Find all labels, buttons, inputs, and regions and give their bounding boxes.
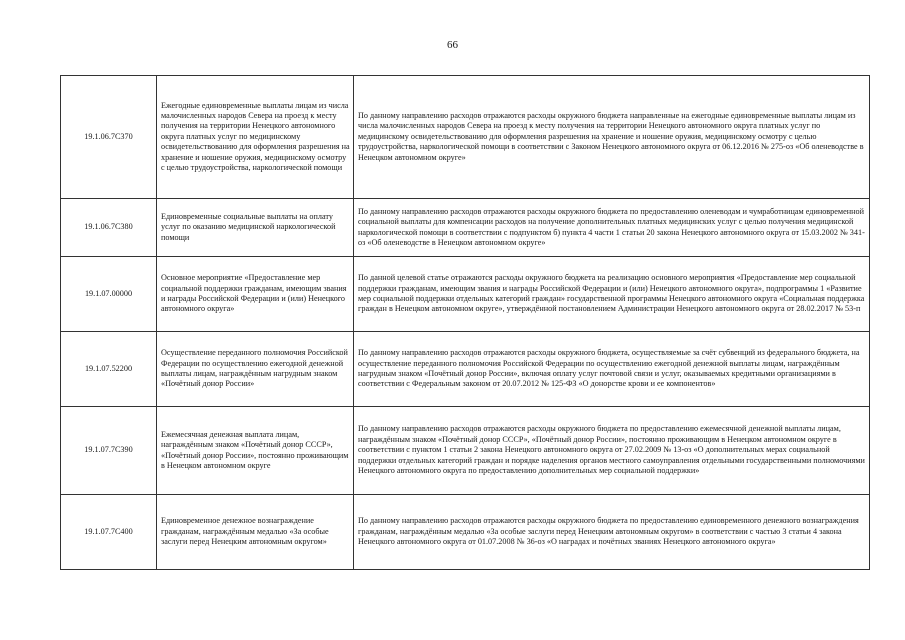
table-row [61, 495, 870, 570]
table-row [61, 76, 870, 199]
row-description: Ежегодные единовременные выплаты лицам из числа малочисленных народов Севера на проезд к месту получения на территории Ненецкого автономного округа платных услуг по медицинскому освидетельствованию для оформления разрешения на хранение и ношение оружия, медицинскому осмотру с целью трудоустройства, наркологической помощи [157, 76, 354, 199]
row-description: Единовременные социальные выплаты на оплату услуг по оказанию медицинской наркологической помощи [157, 199, 354, 257]
row-code: 19.1.07.00000 [61, 257, 157, 332]
table-row [61, 332, 870, 407]
row-code: 19.1.07.7С390 [61, 407, 157, 495]
table-row [61, 199, 870, 257]
row-explanation: По данной целевой статье отражаются расходы окружного бюджета на реализацию основного мероприятия «Предоставление мер социальной поддержки гражданам, имеющим звания и награды Российской Федерации и (или) Ненецкого автономного округа», подпрограммы 1 «Развитие мер социальной поддержки отдельных категорий граждан» государственной программы Ненецкого автономного округа «Социальная поддержка граждан в Ненецком автономном округе», утверждённой постановлением Администрации Ненецкого автономного округа от 28.02.2017 № 53-п [354, 257, 870, 332]
row-code: 19.1.07.52200 [61, 332, 157, 407]
row-explanation: По данному направлению расходов отражаются расходы окружного бюджета по предоставлению оленеводам и чумработницам единовременной социальной выплаты для компенсации расходов на получение дополнительных платных медицинских услуг с целью получения медицинской наркологической помощи в соответствии с подпунктом б) пункта 4 части 1 статьи 20 закона Ненецкого автономного округа от 15.03.2002 № 341-оз «Об оленеводстве в Ненецком автономном округе» [354, 199, 870, 257]
budget-classification-table [60, 75, 870, 570]
row-explanation: По данному направлению расходов отражаются расходы окружного бюджета направленные на ежегодные единовременные выплаты лицам из числа малочисленных народов Севера на проезд к месту получения на территории Ненецкого автономного округа платных услуг по медицинскому освидетельствованию для оформления разрешения на хранение и ношение оружия, медицинскому осмотру с целью трудоустройства, наркологической помощи в соответствии с Законом Ненецкого автономного округа от 06.12.2016 № 275-оз «Об оленеводстве в Ненецком автономном округе» [354, 76, 870, 199]
row-explanation: По данному направлению расходов отражаются расходы окружного бюджета по предоставлению ежемесячной денежной выплаты лицам, награждённым знаком «Почётный донор СССР», «Почётный донор России», постоянно проживающим в Ненецком автономном округе в соответствии с пунктом 1 статьи 2 закона Ненецкого автономного округа от 27.02.2009 № 13-оз «О дополнительных мерах социальной поддержки отдельных категорий граждан и порядке наделения органов местного самоуправления отдельными государственными полномочиями Ненецкого автономного округа по предоставлению дополнительных мер социальной поддержки» [354, 407, 870, 495]
row-explanation: По данному направлению расходов отражаются расходы окружного бюджета, осуществляемые за счёт субвенций из федерального бюджета, на осуществление переданного полномочия Российской Федерации по осуществлению ежегодной денежной выплаты лицам, награждённым нагрудным знаком «Почётный донор России», включая оплату услуг почтовой связи и услуг, оказываемых кредитными организациями в соответствии с Федеральным законом от 20.07.2012 № 125-ФЗ «О донорстве крови и ее компонентов» [354, 332, 870, 407]
row-code: 19.1.07.7С400 [61, 495, 157, 570]
row-code: 19.1.06.7С370 [61, 76, 157, 199]
page-number: 66 [447, 39, 458, 51]
row-code: 19.1.06.7С380 [61, 199, 157, 257]
table-row [61, 257, 870, 332]
table-row [61, 407, 870, 495]
row-description: Единовременное денежное вознаграждение гражданам, награждённым медалью «За особые заслуги перед Ненецким автономным округом» [157, 495, 354, 570]
row-description: Основное мероприятие «Предоставление мер социальной поддержки гражданам, имеющим звания и награды Российской Федерации и (или) Ненецкого автономного округа» [157, 257, 354, 332]
row-explanation: По данному направлению расходов отражаются расходы окружного бюджета по предоставлению единовременного денежного вознаграждения гражданам, награждённым медалью «За особые заслуги перед Ненецким автономным округом» в соответствии с частью 3 статьи 4 закона Ненецкого автономного округа от 01.07.2008 № 36-оз «О наградах и почётных званиях Ненецкого автономного округа» [354, 495, 870, 570]
row-description: Ежемесячная денежная выплата лицам, награждённым знаком «Почётный донор СССР», «Почётный донор России», постоянно проживающим в Ненецком автономном округе [157, 407, 354, 495]
row-description: Осуществление переданного полномочия Российской Федерации по осуществлению ежегодной денежной выплаты лицам, награждённым нагрудным знаком «Почётный донор России» [157, 332, 354, 407]
